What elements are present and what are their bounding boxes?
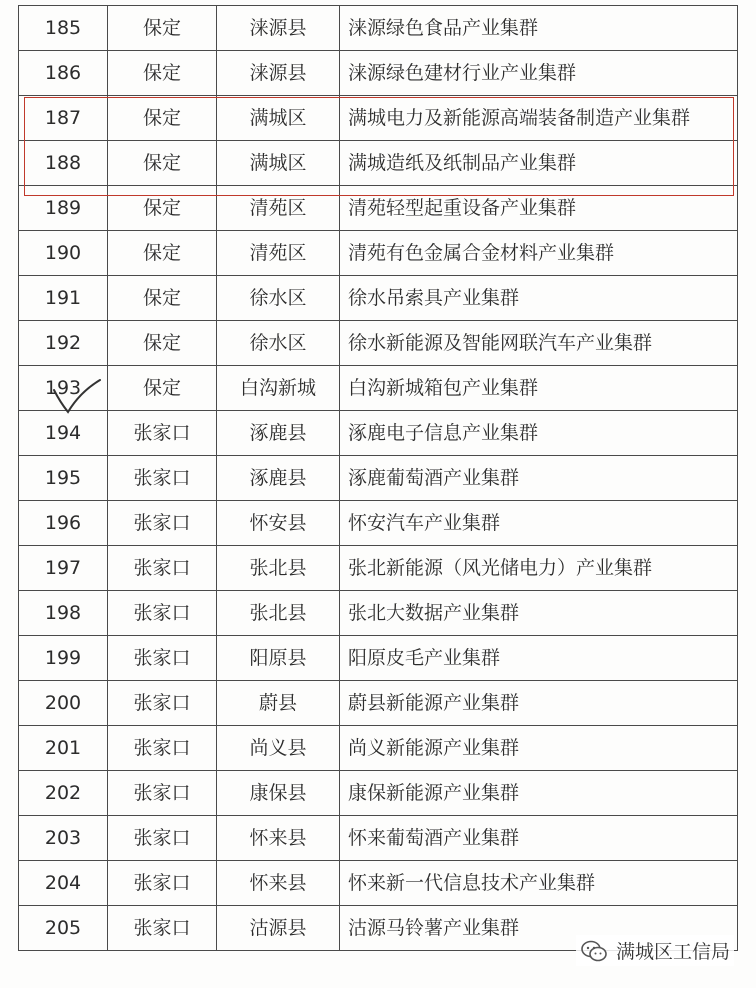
table-row (19, 726, 738, 771)
table-row (19, 456, 738, 501)
row-county: 尚义县 (217, 726, 340, 771)
table-row (19, 771, 738, 816)
table-row (19, 816, 738, 861)
row-cluster-name: 清苑轻型起重设备产业集群 (340, 186, 738, 231)
row-cluster-name: 白沟新城箱包产业集群 (340, 366, 738, 411)
row-number: 190 (19, 231, 108, 276)
row-county: 涞源县 (217, 6, 340, 51)
row-county: 涿鹿县 (217, 456, 340, 501)
row-number: 201 (19, 726, 108, 771)
table-row (19, 501, 738, 546)
row-county: 阳原县 (217, 636, 340, 681)
row-county: 怀安县 (217, 501, 340, 546)
table-row (19, 231, 738, 276)
table-row (19, 276, 738, 321)
table-row (19, 546, 738, 591)
row-county: 满城区 (217, 96, 340, 141)
industry-cluster-table (18, 5, 738, 951)
row-number: 198 (19, 591, 108, 636)
table-row (19, 6, 738, 51)
row-city: 保定 (108, 321, 217, 366)
row-county: 清苑区 (217, 231, 340, 276)
row-cluster-name: 沽源马铃薯产业集群 (340, 906, 738, 951)
table-row (19, 411, 738, 456)
row-cluster-name: 满城造纸及纸制品产业集群 (340, 141, 738, 186)
row-number: 192 (19, 321, 108, 366)
row-city: 保定 (108, 231, 217, 276)
row-number: 188 (19, 141, 108, 186)
row-number: 202 (19, 771, 108, 816)
row-county: 张北县 (217, 546, 340, 591)
table-row (19, 636, 738, 681)
row-cluster-name: 清苑有色金属合金材料产业集群 (340, 231, 738, 276)
watermark-text: 满城区工信局 (615, 941, 730, 963)
row-number: 185 (19, 6, 108, 51)
row-number: 199 (19, 636, 108, 681)
row-cluster-name: 满城电力及新能源高端装备制造产业集群 (340, 96, 738, 141)
row-city: 张家口 (108, 591, 217, 636)
row-cluster-name: 康保新能源产业集群 (340, 771, 738, 816)
row-city: 张家口 (108, 501, 217, 546)
row-city: 保定 (108, 141, 217, 186)
row-cluster-name: 尚义新能源产业集群 (340, 726, 738, 771)
table-row (19, 321, 738, 366)
row-number: 197 (19, 546, 108, 591)
row-city: 保定 (108, 366, 217, 411)
row-city: 保定 (108, 6, 217, 51)
table-row (19, 591, 738, 636)
row-county: 清苑区 (217, 186, 340, 231)
row-county: 徐水区 (217, 321, 340, 366)
row-city: 保定 (108, 186, 217, 231)
row-city: 张家口 (108, 771, 217, 816)
row-county: 满城区 (217, 141, 340, 186)
wechat-icon (580, 939, 608, 963)
row-cluster-name: 徐水新能源及智能网联汽车产业集群 (340, 321, 738, 366)
row-county: 康保县 (217, 771, 340, 816)
row-city: 张家口 (108, 816, 217, 861)
row-county: 怀来县 (217, 816, 340, 861)
table-row (19, 51, 738, 96)
table-row (19, 681, 738, 726)
row-city: 张家口 (108, 456, 217, 501)
row-number: 204 (19, 861, 108, 906)
row-city: 张家口 (108, 411, 217, 456)
row-city: 保定 (108, 276, 217, 321)
row-city: 保定 (108, 96, 217, 141)
row-cluster-name: 怀安汽车产业集群 (340, 501, 738, 546)
row-number: 196 (19, 501, 108, 546)
row-city: 张家口 (108, 636, 217, 681)
table-row (19, 96, 738, 141)
row-cluster-name: 涿鹿电子信息产业集群 (340, 411, 738, 456)
row-cluster-name: 张北大数据产业集群 (340, 591, 738, 636)
row-county: 张北县 (217, 591, 340, 636)
row-county: 涿鹿县 (217, 411, 340, 456)
table-row (19, 861, 738, 906)
row-cluster-name: 张北新能源（风光储电力）产业集群 (340, 546, 738, 591)
row-city: 张家口 (108, 681, 217, 726)
row-number: 200 (19, 681, 108, 726)
row-county: 徐水区 (217, 276, 340, 321)
row-number: 187 (19, 96, 108, 141)
row-number: 194 (19, 411, 108, 456)
table-row (19, 186, 738, 231)
row-cluster-name: 蔚县新能源产业集群 (340, 681, 738, 726)
row-number: 195 (19, 456, 108, 501)
table-row (19, 141, 738, 186)
row-number: 203 (19, 816, 108, 861)
row-county: 蔚县 (217, 681, 340, 726)
table-row (19, 366, 738, 411)
row-cluster-name: 涿鹿葡萄酒产业集群 (340, 456, 738, 501)
row-cluster-name: 阳原皮毛产业集群 (340, 636, 738, 681)
row-city: 张家口 (108, 726, 217, 771)
row-county: 白沟新城 (217, 366, 340, 411)
row-county: 沽源县 (217, 906, 340, 951)
row-cluster-name: 怀来葡萄酒产业集群 (340, 816, 738, 861)
row-number: 205 (19, 906, 108, 951)
row-number: 191 (19, 276, 108, 321)
row-number: 186 (19, 51, 108, 96)
row-cluster-name: 涞源绿色食品产业集群 (340, 6, 738, 51)
row-cluster-name: 怀来新一代信息技术产业集群 (340, 861, 738, 906)
row-cluster-name: 徐水吊索具产业集群 (340, 276, 738, 321)
row-city: 张家口 (108, 906, 217, 951)
row-city: 保定 (108, 51, 217, 96)
table-body (19, 6, 738, 951)
row-city: 张家口 (108, 546, 217, 591)
watermark (576, 935, 734, 966)
row-city: 张家口 (108, 861, 217, 906)
row-number: 193 (19, 366, 108, 411)
row-number: 189 (19, 186, 108, 231)
row-county: 怀来县 (217, 861, 340, 906)
row-county: 涞源县 (217, 51, 340, 96)
row-cluster-name: 涞源绿色建材行业产业集群 (340, 51, 738, 96)
